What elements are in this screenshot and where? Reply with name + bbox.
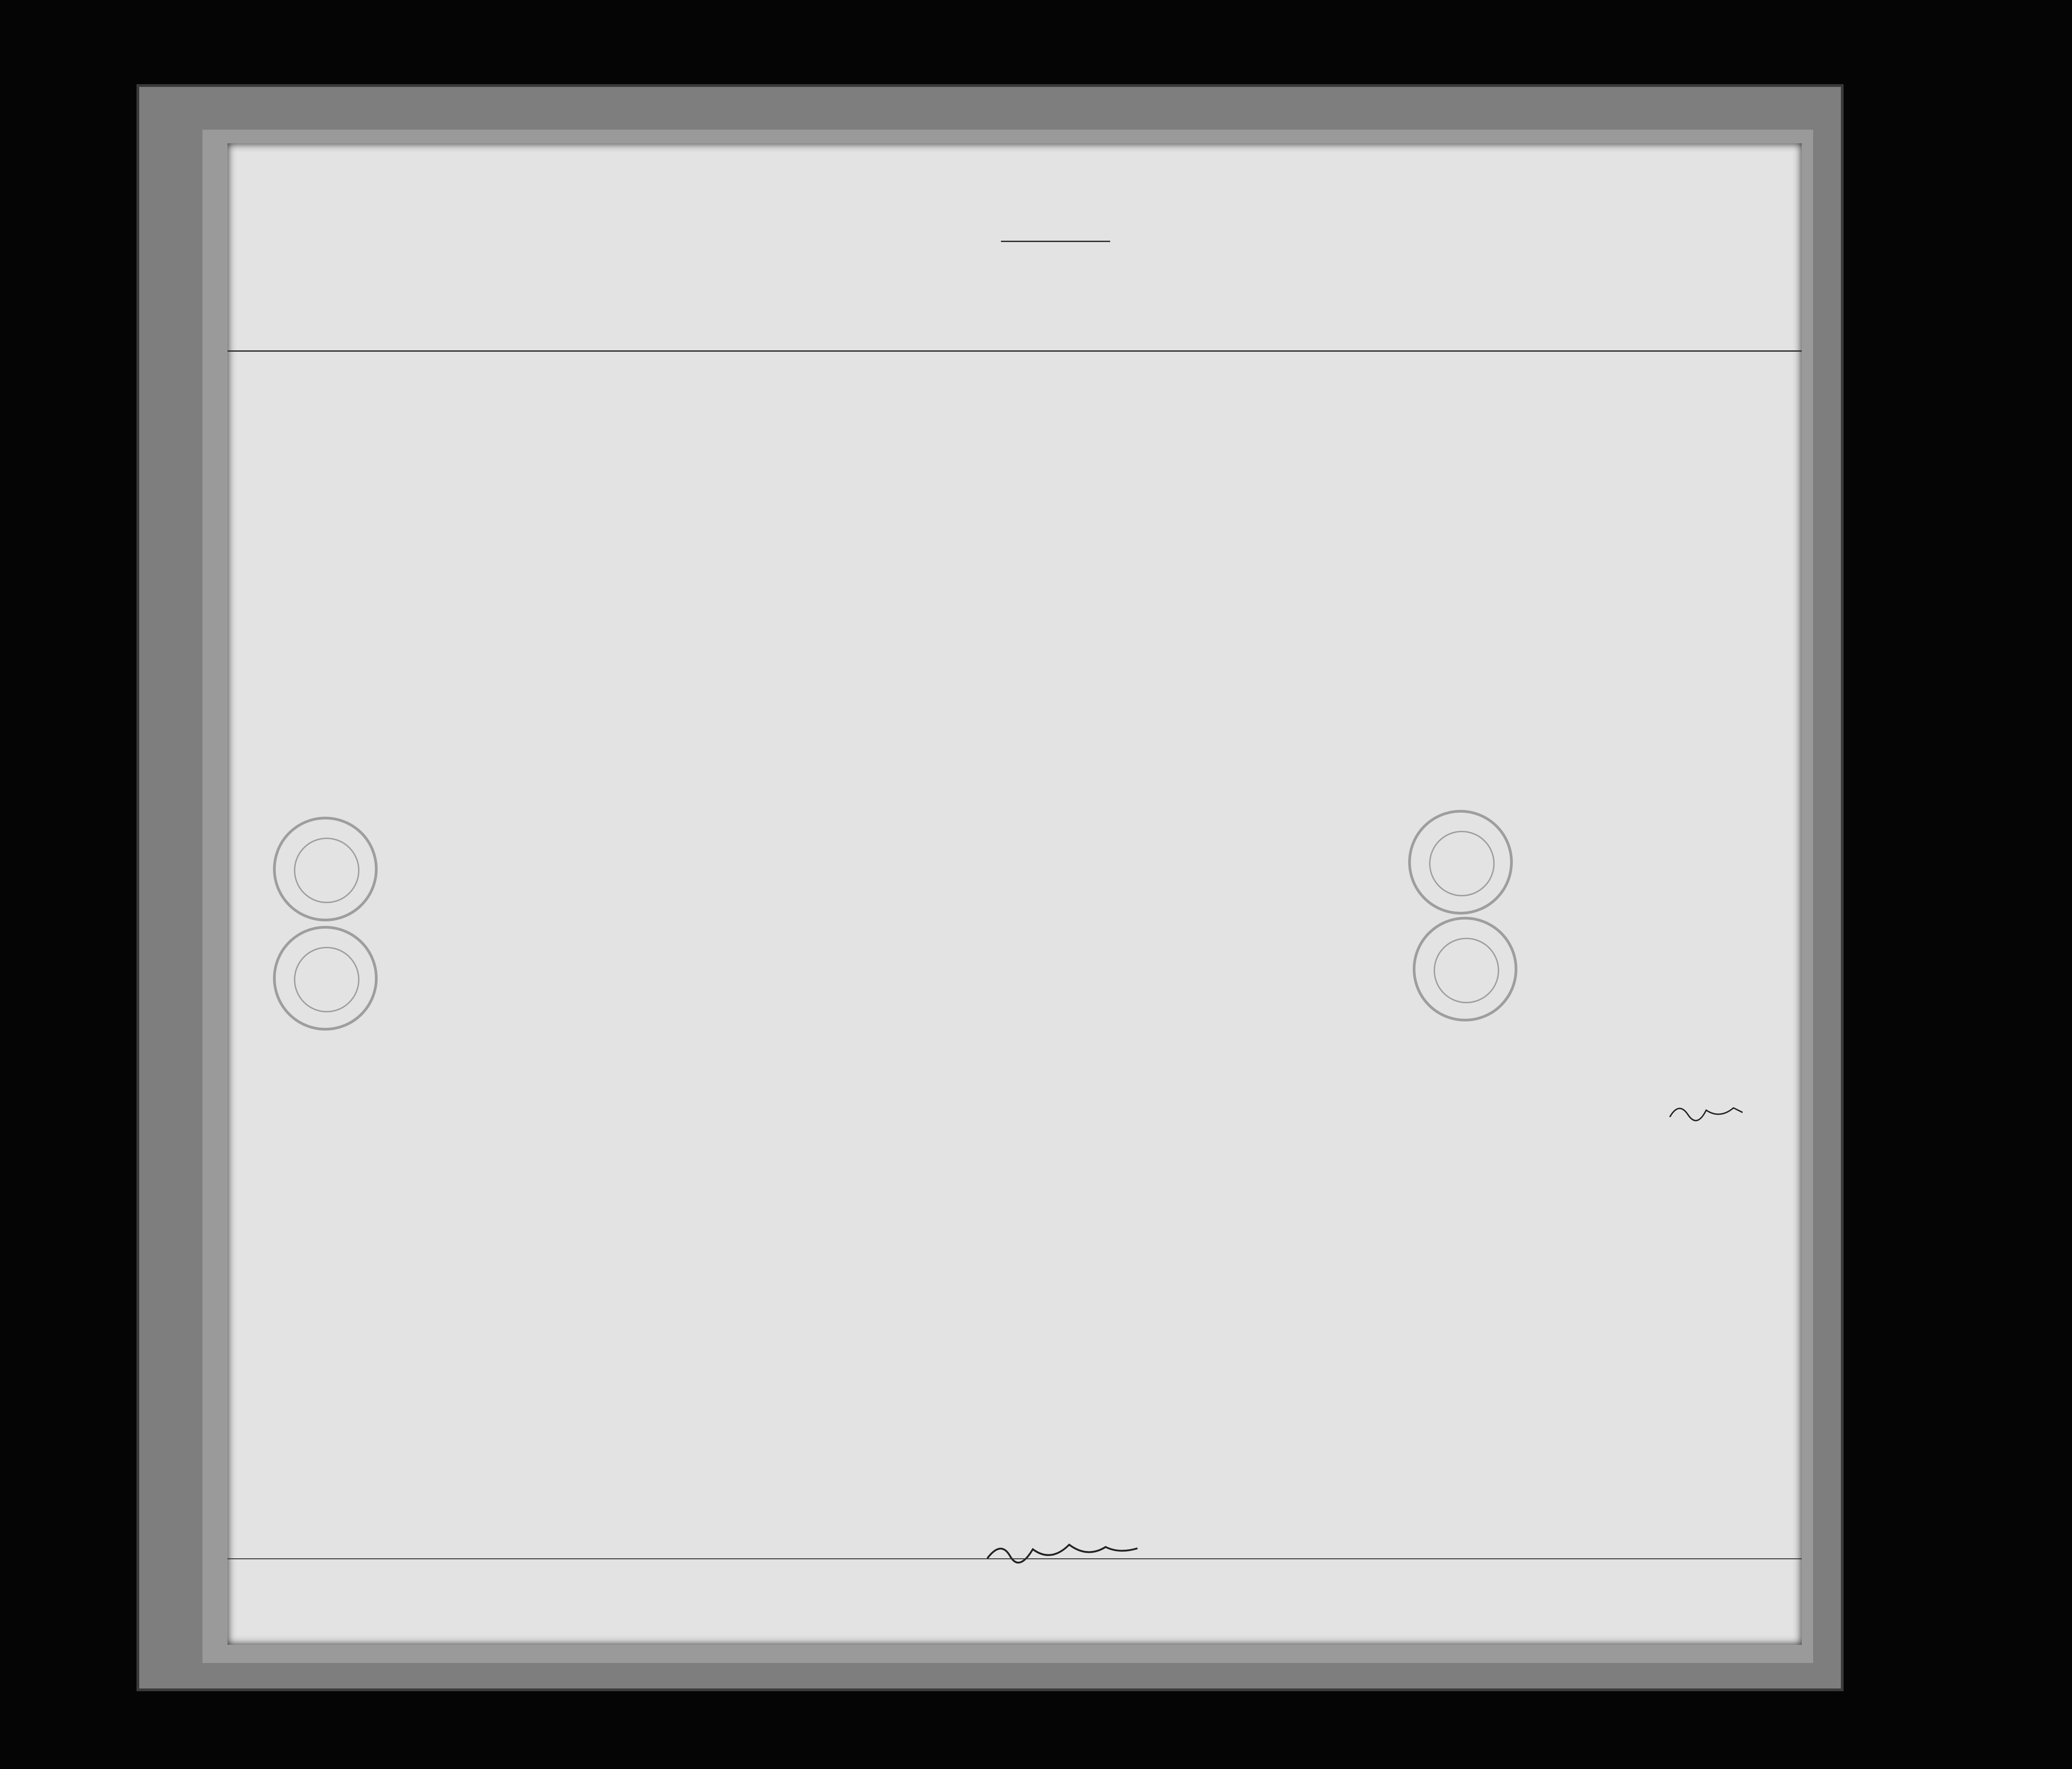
purser-signature — [1665, 1099, 1747, 1126]
consulate-stamp — [273, 926, 378, 1031]
title-rule — [1001, 241, 1110, 242]
footer-rule — [227, 1558, 1802, 1559]
consulate-stamp — [273, 817, 378, 921]
consulate-stamp — [1408, 810, 1513, 915]
table-top-rule — [227, 350, 1802, 352]
consulate-stamp — [1413, 917, 1517, 1021]
inspector-signature — [983, 1531, 1147, 1572]
manifest-sheet — [227, 143, 1802, 1645]
